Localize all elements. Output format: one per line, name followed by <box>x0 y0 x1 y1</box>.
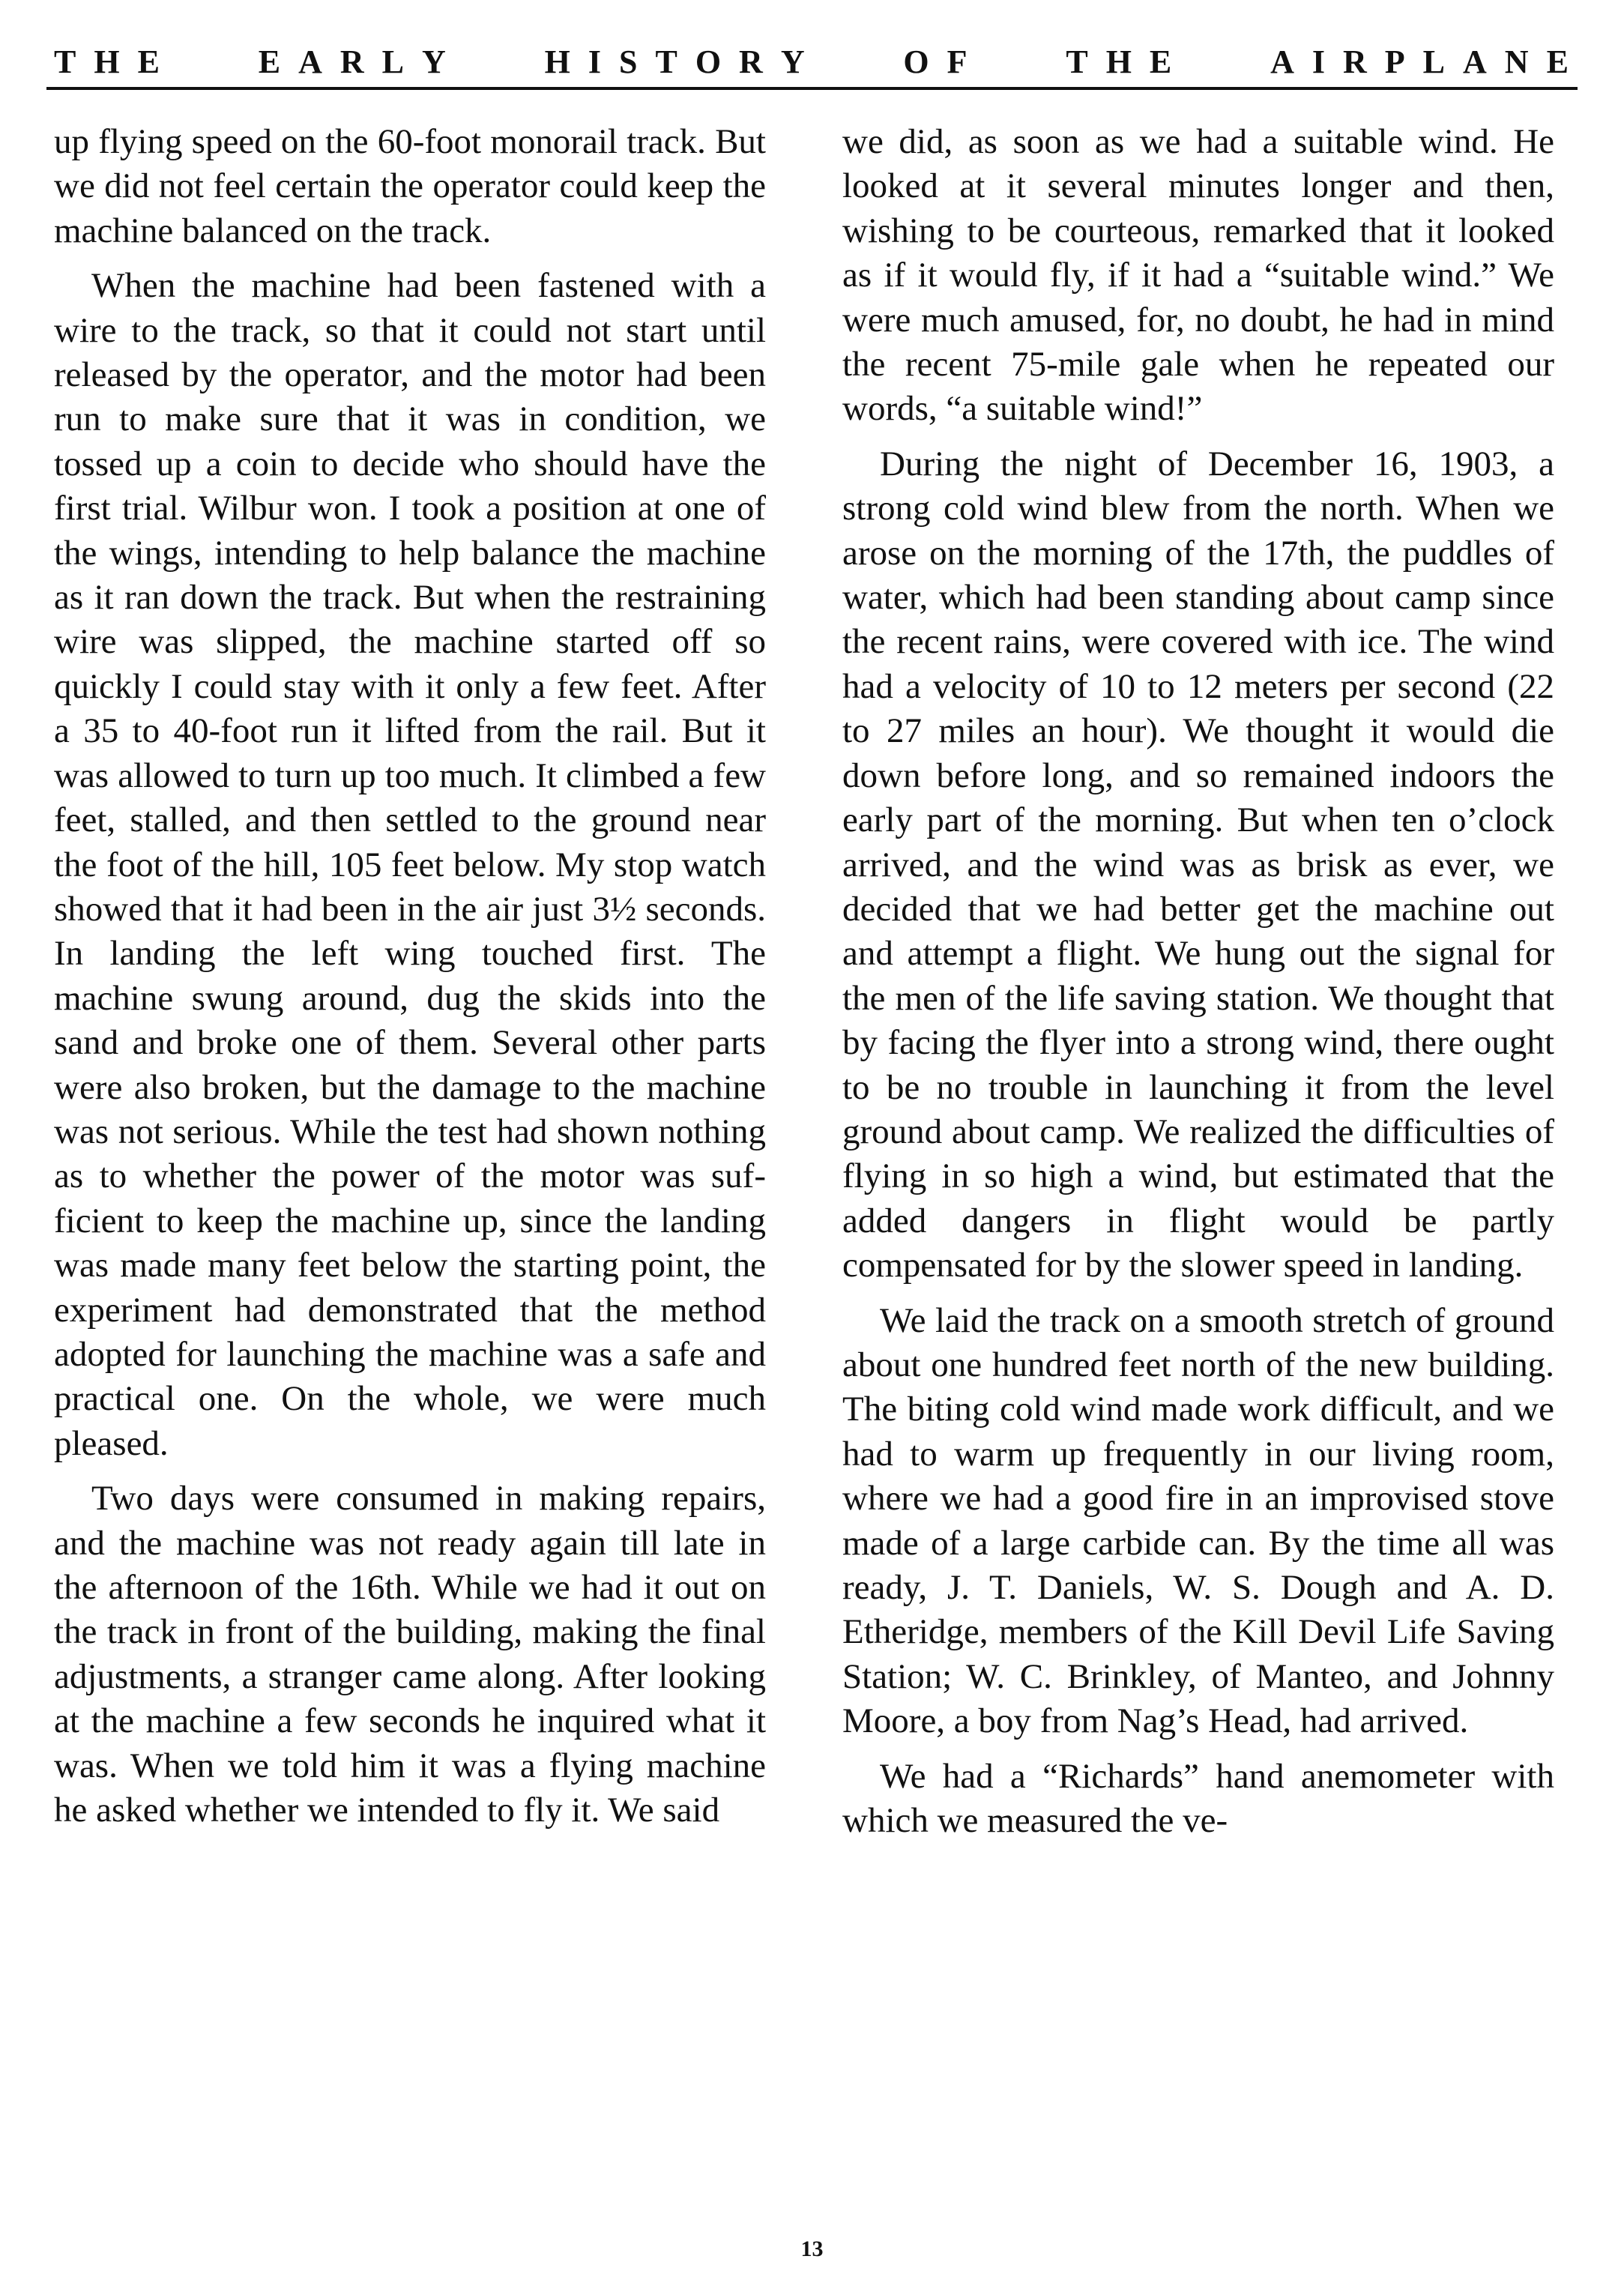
right-column <box>842 120 1554 1854</box>
running-head-word-the: T H E <box>54 43 161 80</box>
running-head-word-history: H I S T O R Y <box>544 43 806 80</box>
paragraph: We had a “Richards” hand anemometer with which we measured the ve- <box>842 1756 1554 1841</box>
paragraph: When the machine had been fastened with a wire to the track, so that it could not start until released by the operator, and the motor had been run to make sure that it was in condition, we tossed up a coin to decide who should have the first trial. Wilbur won. I took a position at one of the wings, intending to help balance the machine as it ran down the track. But when the restraining wire was slipped, the machine started off so quickly I could stay with it only a few feet. After a 35 to 40-foot run it lifted from the rail. But it was allowed to turn up too much. It climbed a few feet, stalled, and then settled to the ground near the foot of the hill, 105 feet below. My stop watch showed that it had been in the air just 3½ seconds. In landing the left wing touched first. The machine swung around, dug the skids into the sand and broke one of them. Several other parts were also broken, but the damage to the machine was not serious. While the test had shown nothing as to whether the power of the motor was sufficient to keep the machine up, since the landing was made many feet below the starting point, the experiment had demonstrated that the method adopted for launching the machine was a safe and practical one. On the whole, we were much pleased. <box>54 266 766 1463</box>
running-head-word-airplane: A I R P L A N E <box>1270 43 1570 80</box>
running-head-word-of: O F <box>903 43 969 80</box>
running-head-word-early: E A R L Y <box>258 43 447 80</box>
paragraph: we did, as soon as we had a suitable wind. He looked at it several minutes longer and then, wishing to be courteous, remarked that it looked as if it would fly, if it had a “suitable wind.” We were much amused, for, no doubt, he had in mind the recent 75-mile gale when he repeated our words, “a suitable wind!” <box>842 122 1554 429</box>
paragraph: Two days were consumed in making repairs, and the machine was not ready again till late in the afternoon of the 16th. While we had it out on the track in front of the building, making the final adjustments, a stranger came along. After looking at the machine a few seconds he inquired what it was. When we told him it was a flying machine he asked whether we intended to fly it. We said <box>54 1479 766 1830</box>
running-head-word-the-2: T H E <box>1066 43 1174 80</box>
paragraph: We laid the track on a smooth stretch of ground about one hundred feet north of the new building. The biting cold wind made work difficult, and we had to warm up frequently in our living room, where we had a good fire in an improvised stove made of a large carbide can. By the time all was ready, J. T. Daniels, W. S. Dough and A. D. Etheridge, members of the Kill Devil Life Saving Station; W. C. Brinkley, of Manteo, and Johnny Moore, a boy from Nag’s Head, had arrived. <box>842 1300 1554 1741</box>
running-head <box>54 39 1570 84</box>
page-number: 13 <box>800 2237 824 2261</box>
left-column <box>54 120 766 1843</box>
paragraph: During the night of December 16, 1903, a strong cold wind blew from the north. When we arose on the morning of the 17th, the puddles of water, which had been standing about camp since the recent rains, were covered with ice. The wind had a velocity of 10 to 12 meters per second (22 to 27 miles an hour). We thought it would die down before long, and so remained indoors the early part of the morning. But when ten o’clock arrived, and the wind was as brisk as ever, we decided that we had better get the machine out and attempt a flight. We hung out the signal for the men of the life saving station. We thought that by facing the flyer into a strong wind, there ought to be no trouble in launching it from the level ground about camp. We realized the difficulties of flying in so high a wind, but estimated that the added dangers in flight would be partly compensated for by the slower speed in landing. <box>842 444 1554 1285</box>
header-rule <box>46 87 1578 90</box>
paragraph: up flying speed on the 60-foot monorail track. But we did not feel certain the operator could keep the machine balanced on the track. <box>54 122 766 250</box>
